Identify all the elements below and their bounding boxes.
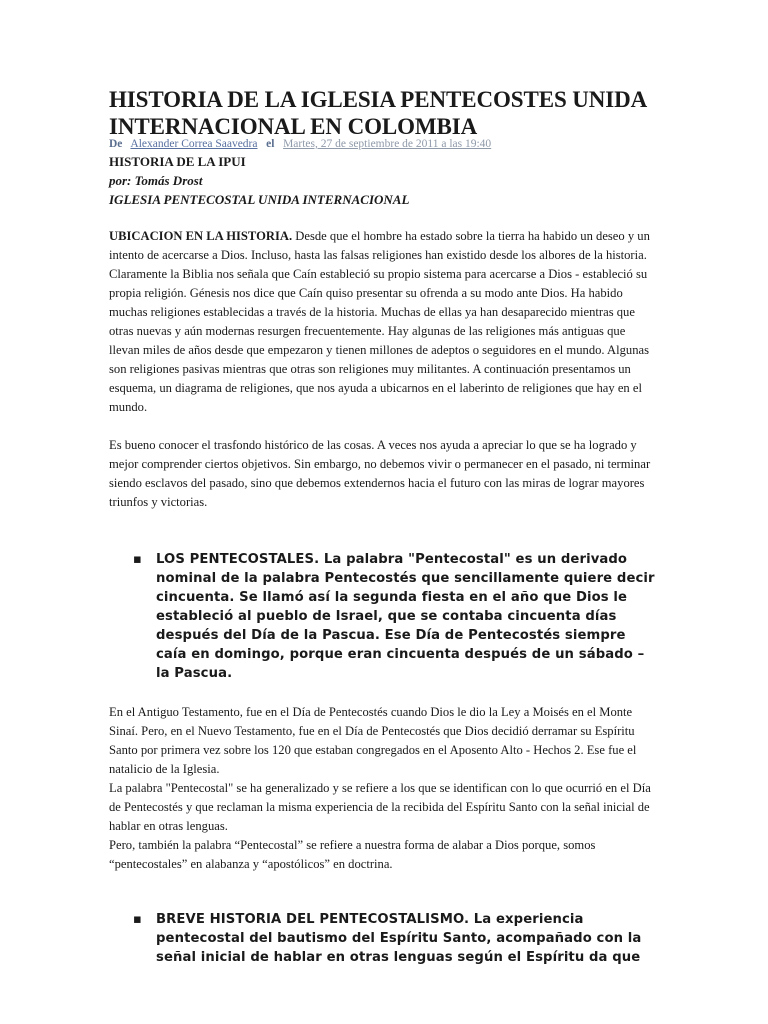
document-page	[109, 86, 659, 967]
bullet-breve-historia-text: BREVE HISTORIA DEL PENTECOSTALISMO. La experiencia pentecostal del bautismo del Espíritu Santo, acompañado con la señal inicial de hablar en otras lenguas según el Espíritu da que	[156, 912, 642, 965]
bullet-pentecostales-text: LOS PENTECOSTALES. La palabra "Pentecostal" es un derivado nominal de la palabra Pentecostés que sencillamente quiere decir cincuenta. Se llamó así la segunda fiesta en el año que Dios le estableció al pueblo de Israel, que se contaba cincuenta días después del Día de la Pascua. Ese Día de Pentecostés siempre caía en domingo, porque eran cincuenta después de un sábado – la Pascua.	[156, 552, 655, 681]
bullet-marker-icon: ▪	[133, 912, 142, 927]
author-link[interactable]: Alexander Correa Saavedra	[130, 138, 258, 150]
subtitle-author: por: Tomás Drost	[109, 173, 203, 188]
section-ubicacion-text: Desde que el hombre ha estado sobre la tierra ha habido un deseo y un intento de acercarse a Dios. Incluso, hasta las falsas religiones han existido desde los albores de la historia. Claramente la Biblia nos señala que Caín estableció su propio sistema para acercarse a Dios - estableció su propia religión. Génesis nos dice que Caín quiso presentar su ofrenda a su modo ante Dios. Ha habido muchas religiones establecidas a través de la historia. Muchas de ellas ya han desaparecido mientras que otras nuevas y aún modernas resurgen frecuentemente. Hay algunas de las religiones más antiguas que llevan miles de años desde que empezaron y tienen millones de adeptos o seguidores en el mundo. Algunas son religiones pasivas mientras que otras son religiones muy militantes. A continuación presentamos un esquema, un diagrama de religiones, que nos ayuda a ubicarnos en el laberinto de religiones que hay en el mundo.	[109, 229, 650, 414]
bullet-breve-historia	[109, 910, 659, 967]
paragraph-testamento-1: En el Antiguo Testamento, fue en el Día de Pentecostés cuando Dios le dio la Ley a Moisés en el Monte Sinaí. Pero, en el Nuevo Testamento, fue en el Día de Pentecostés que Dios decidió derramar su Espíritu Santo por primera vez sobre los 120 que estaban congregados en el Aposento Alto - Hechos 2. Ese fue el natalicio de la Iglesia.	[109, 705, 637, 776]
paragraph-testamento-3: Pero, también la palabra “Pentecostal” se refiere a nuestra forma de alabar a Dios porque, somos “pentecostales” en alabanza y “apostólicos” en doctrina.	[109, 838, 596, 871]
document-title: HISTORIA DE LA IGLESIA PENTECOSTES UNIDA INTERNACIONAL EN COLOMBIA	[109, 87, 646, 139]
bullet-pentecostales	[109, 550, 659, 683]
paragraph-testamento-2: La palabra "Pentecostal" se ha generalizado y se refiere a los que se identifican con lo que ocurrió en el Día de Pentecostés y que reclaman la misma experiencia de la recibida del Espíritu Santo con la señal inicial de hablar en otras lenguas.	[109, 781, 651, 833]
section-ubicacion-heading: UBICACION EN LA HISTORIA.	[109, 229, 293, 243]
bullet-marker-icon: ▪	[133, 552, 142, 567]
section-ubicacion	[109, 227, 659, 417]
paragraph-testamento	[109, 703, 659, 874]
byline	[109, 137, 659, 151]
byline-el-label: el	[266, 138, 275, 150]
post-date-link[interactable]: Martes, 27 de septiembre de 2011 a las 19:40	[283, 138, 492, 150]
byline-de-label: De	[109, 138, 123, 150]
paragraph-trasfondo: Es bueno conocer el trasfondo histórico de las cosas. A veces nos ayuda a apreciar lo que se ha logrado y mejor comprender ciertos objetivos. Sin embargo, no debemos vivir o permanecer en el pasado, ni terminar siendo esclavos del pasado, sino que debemos extendernos hacia el futuro con las miras de lograr mayores triunfos y victorias.	[109, 438, 651, 509]
subtitle-history: HISTORIA DE LA IPUI	[109, 154, 246, 169]
subtitle-church: IGLESIA PENTECOSTAL UNIDA INTERNACIONAL	[109, 192, 410, 207]
